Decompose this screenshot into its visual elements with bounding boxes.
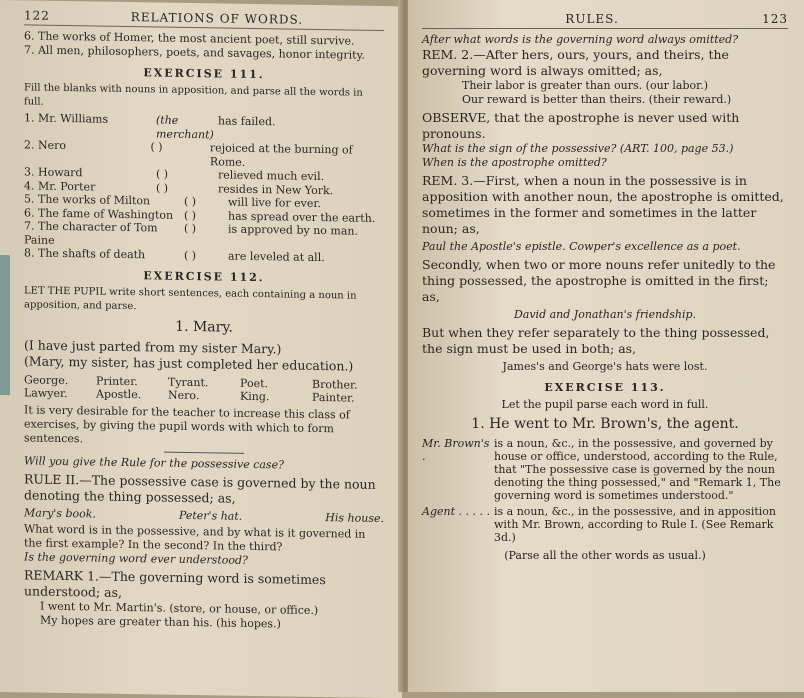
exercise-111-instruction: Fill the blanks with nouns in apposition, and parse all the words in full. <box>24 82 363 108</box>
list-item: 1. Mr. Williams (the merchant) has failed. <box>24 111 276 141</box>
list-item: 7. The character of Tom Paine ( ) is approved by no man. <box>24 219 358 247</box>
list-item: 5. The works of Milton ( ) will live for ever. <box>24 192 321 211</box>
page-number-left: 122 <box>24 8 50 23</box>
left-running-head <box>24 8 384 31</box>
remark-2-example-1: Their labor is greater than ours. (our labor.) <box>462 79 708 92</box>
list-item: 2. Nero ( ) rejoiced at the burning of Rome. <box>24 138 353 169</box>
list-item: King. <box>240 389 270 403</box>
page-number-right: 123 <box>762 12 788 26</box>
parse-entry-2 <box>422 505 788 544</box>
right-page <box>408 0 804 692</box>
example-1: Mary's book. <box>24 505 96 521</box>
separately-example: James's and George's hats were lost. <box>502 360 708 373</box>
list-item: Apostle. <box>96 387 142 401</box>
word-list <box>24 373 384 405</box>
list-item: Tyrant. <box>168 375 209 389</box>
parse-entry-1 <box>422 437 788 502</box>
remark-1-example-1: I went to Mr. Martin's. (store, or house, or office.) <box>40 599 319 617</box>
parse-label: Mr. Brown's . <box>422 437 490 463</box>
top-line-7: 7. All men, philosophers, poets, and savages, honor integrity. <box>24 43 365 62</box>
list-item: 3. Howard ( ) relieved much evil. <box>24 165 325 184</box>
remark-3-examples: Paul the Apostle's epistle. Cowper's excellence as a poet. <box>422 240 741 253</box>
exercise-113-title: EXERCISE 113. <box>544 381 666 394</box>
remark-3: REM. 3.—First, when a noun in the possessive is in apposition with another noun, the apostrophe is omitted, sometimes in the former and sometimes in the latter noun; as, <box>422 173 784 236</box>
question-understood: Is the governing word ever understood? <box>24 550 248 567</box>
list-item: Poet. <box>240 376 269 390</box>
exercise-111-title: EXERCISE 111. <box>143 66 265 82</box>
example-2: Peter's hat. <box>178 508 243 523</box>
list-item: 4. Mr. Porter ( ) resides in New York. <box>24 178 334 197</box>
divider <box>164 451 244 453</box>
exercise-113-instruction: Let the pupil parse each word in full. <box>501 398 709 411</box>
question-sign: What is the sign of the possessive? (ART. 100, page 53.) <box>422 142 734 155</box>
remark-2-example-2: Our reward is better than theirs. (their reward.) <box>462 93 732 106</box>
example-3: His house. <box>325 510 384 525</box>
rule-ii: RULE II.—The possessive case is governed by the noun denoting the thing possessed; as, <box>24 470 376 506</box>
parse-label: Agent . . . . . <box>422 505 490 518</box>
running-head-title: RELATIONS OF WORDS. <box>130 10 304 27</box>
closing-instruction: (Parse all the other words as usual.) <box>504 549 706 562</box>
running-head-title-right: RULES. <box>565 12 619 26</box>
parse-text: is a noun, &c., in the possessive, and in apposition with Mr. Brown, according to Rule I. (See Remark 3d.) <box>494 505 776 544</box>
list-item: George. <box>24 372 69 387</box>
list-item: 8. The shafts of death ( ) are leveled at all. <box>24 246 325 265</box>
right-running-head <box>422 12 788 29</box>
question-apostrophe: When is the apostrophe omitted? <box>422 156 607 169</box>
exercise-111-list <box>24 111 384 265</box>
page-marker-tab <box>0 255 10 395</box>
list-item: 6. The fame of Washington ( ) has spread over the earth. <box>24 205 376 225</box>
exercise-112-instruction: LET THE PUPIL write short sentences, each containing a noun in apposition, and parse. <box>24 284 357 312</box>
teacher-note: It is very desirable for the teacher to increase this class of exercises, by giving the pupil words with which to form sentences. <box>24 402 350 445</box>
list-item: Brother. <box>312 377 358 392</box>
list-item: Painter. <box>312 390 355 405</box>
rule-examples <box>24 506 384 525</box>
secondly-example: David and Jonathan's friendship. <box>513 308 697 321</box>
remark-1-example-2: My hopes are greater than his. (his hopes.) <box>40 613 281 631</box>
list-item: Lawyer. <box>24 385 68 400</box>
remark-1: REMARK 1.—The governing word is sometimes understood; as, <box>24 567 326 600</box>
exercise-112-title: EXERCISE 112. <box>143 268 265 284</box>
separately-paragraph: But when they refer separately to the thing possessed, the sign must be used in both; as, <box>422 325 770 356</box>
list-item: Nero. <box>168 388 200 402</box>
exercise-112-sentence-1: (I have just parted from my sister Mary.) <box>24 336 282 356</box>
question-governed: What word is in the possessive, and by what is it governed in the first example? In the second? In the third? <box>24 522 366 554</box>
secondly-paragraph: Secondly, when two or more nouns refer unitedly to the thing possessed, the apostrophe is omitted in the first; as, <box>422 257 776 304</box>
question-rule: Will you give the Rule for the possessive case? <box>24 453 284 471</box>
exercise-113-heading: 1. He went to Mr. Brown's, the agent. <box>471 416 739 432</box>
question-omitted: After what words is the governing word always omitted? <box>422 33 739 46</box>
observe-note: OBSERVE, that the apostrophe is never used with pronouns. <box>422 110 740 141</box>
top-line-6: 6. The works of Homer, the most ancient poet, still survive. <box>24 29 355 48</box>
list-item: Printer. <box>96 374 138 388</box>
exercise-112-heading: 1. Mary. <box>175 318 233 336</box>
remark-2: REM. 2.—After hers, ours, yours, and theirs, the governing word is always omitted; as, <box>422 47 729 78</box>
exercise-112-sentence-2: (Mary, my sister, has just completed her education.) <box>24 352 354 374</box>
parse-text: is a noun, &c., in the possessive, and governed by house or office, understood, according to the Rule, that "The possessive case is governed by the noun denoting the thing possessed," and "Remark 1, The governing word is sometimes understood." <box>494 437 781 502</box>
